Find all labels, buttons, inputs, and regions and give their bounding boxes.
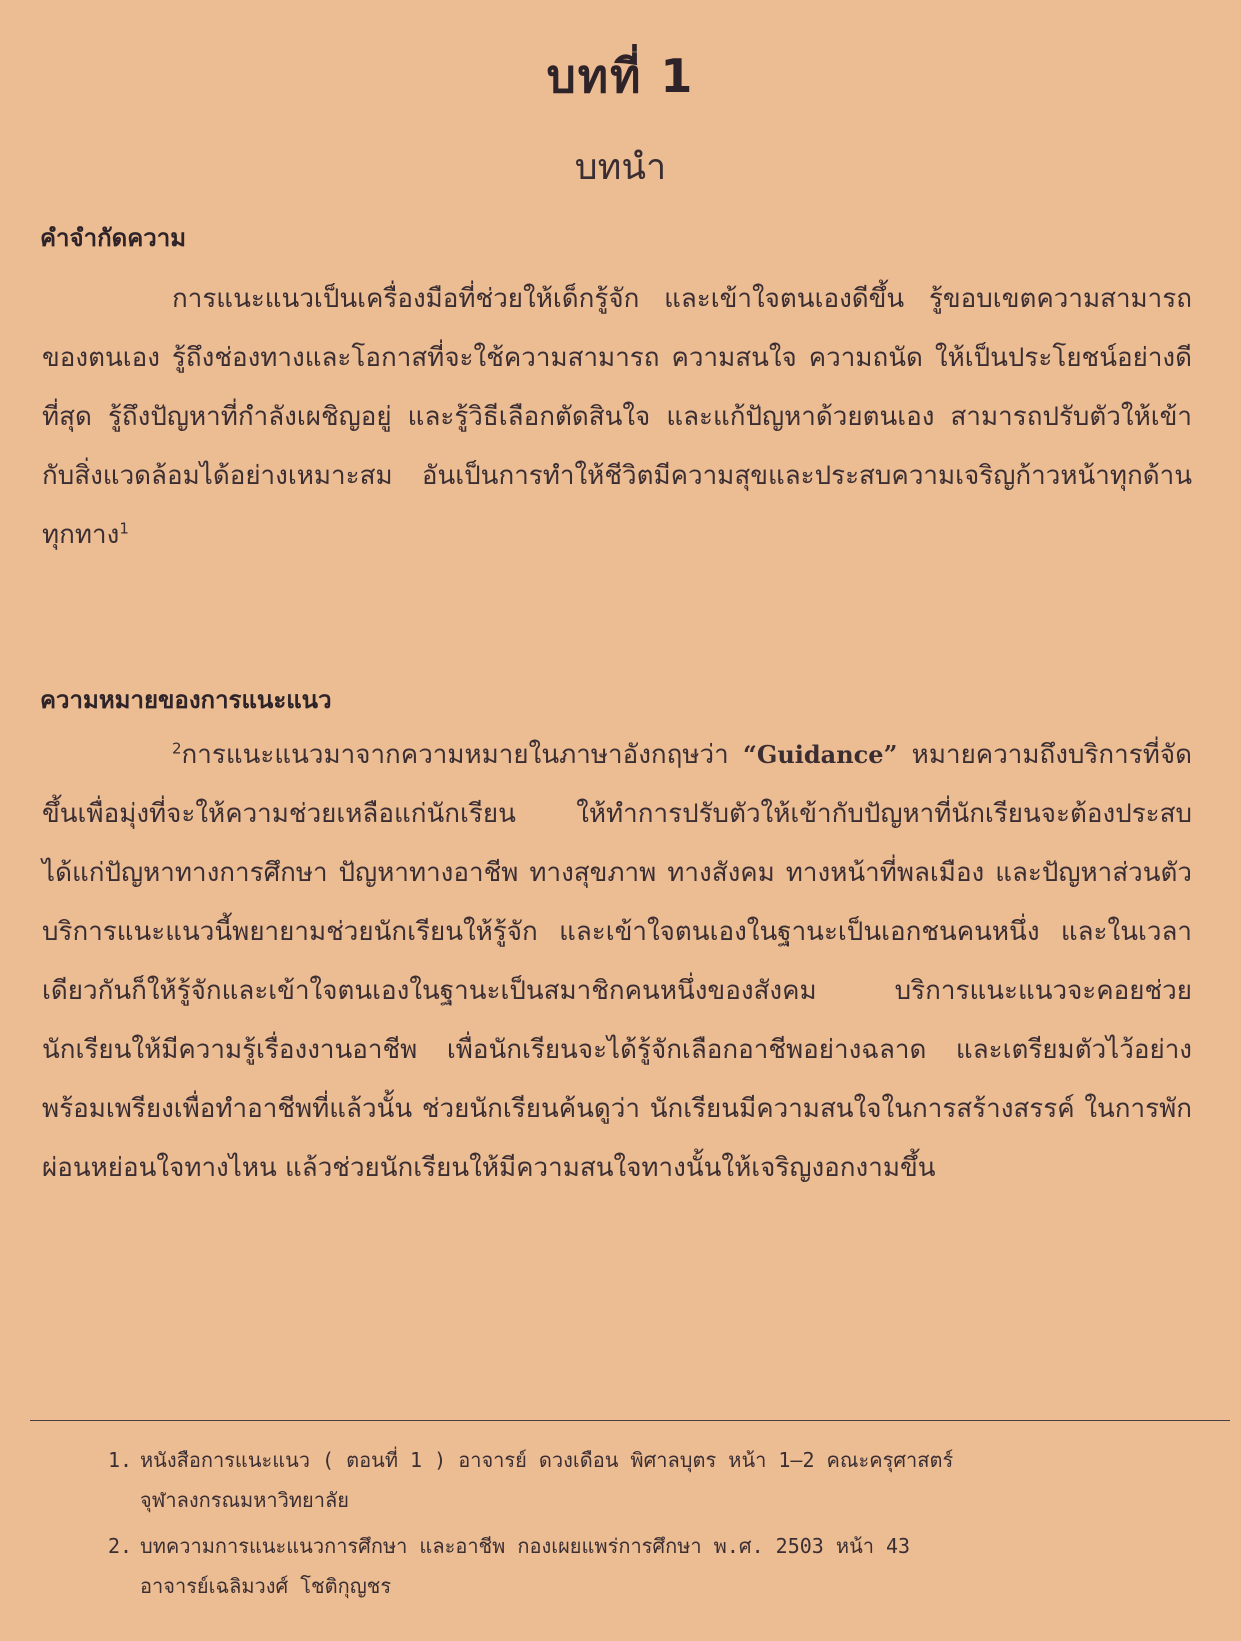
footnote-number: 2. [108,1534,133,1558]
footnote-text: หนังสือการแนะแนว ( ตอนที่ 1 ) อาจารย์ ดวงเดือน พิศาลบุตร หน้า 1–2 คณะครุศาสตร์ [140,1448,954,1472]
footnote-text: บทความการแนะแนวการศึกษา และอาชีพ กองเผยแพร่การศึกษา พ.ศ. 2503 หน้า 43 [140,1534,911,1558]
footnote-text-continued: อาจารย์เฉลิมวงศ์ โชติกุญชร [140,1574,392,1598]
meaning-text-rest: หมายความถึงบริการที่จัดขึ้นเพื่อมุ่งที่จะให้ความช่วยเหลือแก่นักเรียน ให้ทำการปรับตัวให้เข้ากับปัญหาที่นักเรียนจะต้องประสบ ได้แก่ปัญหาทางการศึกษา ปัญหาทางอาชีพ ทางสุขภาพ ทางสังคม ทางหน้าที่พลเมือง และปัญหาส่วนตัว บริการแนะแนวนี้พยายามช่วยนักเรียนให้รู้จัก และเข้าใจตนเองในฐานะเป็นเอกชนคนหนึ่ง และในเวลาเดียวกันก็ให้รู้จักและเข้าใจตนเองในฐานะเป็นสมาชิกคนหนึ่งของสังคม บริการแนะแนวจะคอยช่วยนักเรียนให้มีความรู้เรื่องงานอาชีพ เพื่อนักเรียนจะได้รู้จักเลือกอาชีพอย่างฉลาด และเตรียมตัวไว้อย่างพร้อมเพรียงเพื่อทำอาชีพที่แล้วนั้น ช่วยนักเรียนค้นดูว่า นักเรียนมีความสนใจในการสร้างสรรค์ ในการพักผ่อนหย่อนใจทางไหน แล้วช่วยนักเรียนให้มีความสนใจทางนั้นให้เจริญงอกงามขึ้น [42,740,1192,1183]
footnote-number: 1. [108,1448,133,1472]
guidance-term: “Guidance” [743,740,898,769]
section-heading-definition: คำจำกัดความ [40,224,187,252]
footnote-2 [108,1526,1208,1606]
footnote-text-continued: จุฬาลงกรณมหาวิทยาลัย [140,1488,349,1512]
footnote-1 [108,1440,1208,1520]
footnote-divider [30,1420,1230,1421]
meaning-text-start: การแนะแนวมาจากความหมายในภาษาอังกฤษว่า [181,740,744,770]
footnotes [108,1440,1208,1612]
footnote-ref-2: 2 [172,739,182,758]
meaning-paragraph [42,725,1192,1198]
footnote-ref-1: 1 [119,519,129,538]
chapter-heading: บทที่ 1 [546,49,695,103]
definition-text: การแนะแนวเป็นเครื่องมือที่ช่วยให้เด็กรู้จัก และเข้าใจตนเองดีขึ้น รู้ขอบเขตความสามารถของตนเอง รู้ถึงช่องทางและโอกาสที่จะใช้ความสามารถ ความสนใจ ความถนัด ให้เป็นประโยชน์อย่างดีที่สุด รู้ถึงปัญหาที่กำลังเผชิญอยู่ และรู้วิธีเลือกตัดสินใจ และแก้ปัญหาด้วยตนเอง สามารถปรับตัวให้เข้ากับสิ่งแวดล้อมได้อย่างเหมาะสม อันเป็นการทำให้ชีวิตมีความสุขและประสบความเจริญก้าวหน้าทุกด้านทุกทาง [42,284,1192,550]
section-heading-meaning: ความหมายของการแนะแนว [40,686,332,714]
chapter-subtitle: บทนำ [574,147,667,188]
definition-paragraph [42,270,1192,565]
